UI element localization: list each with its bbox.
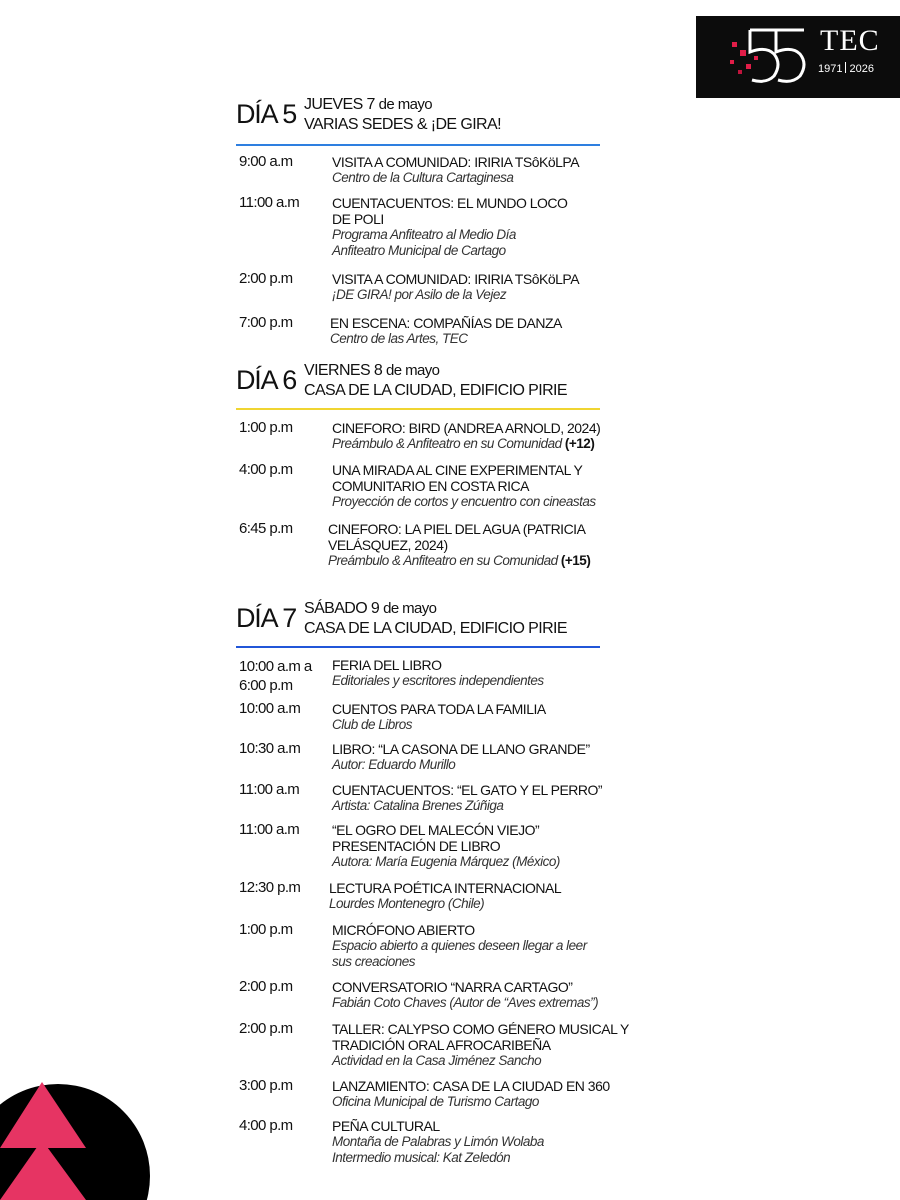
event-title: “EL OGRO DEL MALECÓN VIEJO” PRESENTACIÓN DE LIBRO [332, 822, 540, 854]
event-time: 12:30 p.m [239, 879, 301, 896]
day-date: VIERNES 8 de mayo [304, 362, 440, 379]
event-detail: Autora: María Eugenia Márquez (México) [332, 854, 560, 869]
event-title: MICRÓFONO ABIERTO [332, 922, 475, 938]
day-7-header [236, 600, 600, 646]
event-detail: Preámbulo & Anfiteatro en su Comunidad (+12) [332, 436, 595, 451]
logo-brand: TEC [820, 24, 880, 57]
event-title: FERIA DEL LIBRO [332, 657, 442, 673]
age-rating: (+12) [564, 436, 595, 451]
event-title: CONVERSATORIO “NARRA CARTAGO” [332, 979, 573, 995]
event-detail: Proyección de cortos y encuentro con cineastas [332, 494, 596, 509]
event-detail: Preámbulo & Anfiteatro en su Comunidad (+15) [328, 553, 591, 568]
event-time: 2:00 p.m [239, 978, 293, 995]
event-time: 10:00 a.m a 6:00 p.m [239, 658, 312, 694]
event-time: 10:30 a.m [239, 740, 301, 757]
event-detail: Intermedio musical: Kat Zeledón [332, 1150, 511, 1165]
event-detail: Autor: Eduardo Murillo [332, 757, 456, 772]
event-detail: Programa Anfiteatro al Medio Día [332, 227, 516, 242]
event-title: VISITA A COMUNIDAD: IRIRIA TSôKöLPA [332, 271, 580, 287]
event-time: 11:00 a.m [239, 194, 300, 211]
logo-years: 1971 2026 [818, 63, 874, 75]
day-5-divider [236, 144, 600, 146]
event-detail: Artista: Catalina Brenes Zúñiga [332, 798, 504, 813]
day-5-header [236, 96, 600, 142]
tec-55-logo [696, 16, 900, 98]
event-detail: ¡DE GIRA! por Asilo de la Vejez [332, 287, 507, 302]
day-venue: CASA DE LA CIUDAD, EDIFICIO PIRIE [304, 382, 567, 399]
event-title: LECTURA POÉTICA INTERNACIONAL [329, 880, 562, 896]
event-title: LIBRO: “LA CASONA DE LLANO GRANDE” [332, 741, 590, 757]
event-title: LANZAMIENTO: CASA DE LA CIUDAD EN 360 [332, 1078, 610, 1094]
event-title: CUENTACUENTOS: “EL GATO Y EL PERRO” [332, 782, 603, 798]
event-time: 6:45 p.m [239, 520, 293, 537]
day-date: SÁBADO 9 de mayo [304, 600, 437, 617]
event-time: 9:00 a.m [239, 153, 293, 170]
day-label: DÍA 6 [236, 365, 297, 395]
event-detail: Lourdes Montenegro (Chile) [329, 896, 485, 911]
event-time: 2:00 p.m [239, 1020, 293, 1037]
event-time: 7:00 p.m [239, 314, 293, 331]
event-detail: Montaña de Palabras y Limón Wolaba [332, 1134, 544, 1149]
day-7-divider [236, 646, 600, 648]
event-detail: Actividad en la Casa Jiménez Sancho [332, 1053, 542, 1068]
day-6-divider [236, 408, 600, 410]
event-time: 4:00 p.m [239, 461, 293, 478]
event-detail: Centro de las Artes, TEC [330, 331, 468, 346]
event-detail: Anfiteatro Municipal de Cartago [332, 243, 506, 258]
event-title: CUENTACUENTOS: EL MUNDO LOCO DE POLI [332, 195, 568, 227]
day-label: DÍA 7 [236, 603, 297, 633]
event-detail: Fabián Coto Chaves (Autor de “Aves extremas”) [332, 995, 599, 1010]
event-time: 1:00 p.m [239, 419, 293, 436]
event-title: VISITA A COMUNIDAD: IRIRIA TSôKöLPA [332, 154, 580, 170]
event-time: 11:00 a.m [239, 781, 300, 798]
day-venue: VARIAS SEDES & ¡DE GIRA! [304, 116, 501, 133]
event-detail: Oficina Municipal de Turismo Cartago [332, 1094, 539, 1109]
event-detail: Editoriales y escritores independientes [332, 673, 544, 688]
event-title: CINEFORO: LA PIEL DEL AGUA (PATRICIA VELÁSQUEZ, 2024) [328, 521, 585, 553]
anniversary-55-mark [726, 20, 808, 92]
event-time: 3:00 p.m [239, 1077, 293, 1094]
event-detail: Espacio abierto a quienes deseen llegar a leer sus creaciones [332, 938, 587, 969]
event-detail: Centro de la Cultura Cartaginesa [332, 170, 514, 185]
day-venue: CASA DE LA CIUDAD, EDIFICIO PIRIE [304, 620, 567, 637]
age-rating: (+15) [560, 553, 591, 568]
event-title: UNA MIRADA AL CINE EXPERIMENTAL Y COMUNITARIO EN COSTA RICA [332, 462, 583, 494]
event-title: CUENTOS PARA TODA LA FAMILIA [332, 701, 546, 717]
corner-triangles-graphic [0, 1068, 150, 1200]
event-time: 4:00 p.m [239, 1117, 293, 1134]
event-title: TALLER: CALYPSO COMO GÉNERO MUSICAL Y TRADICIÓN ORAL AFROCARIBEÑA [332, 1021, 629, 1053]
event-title: PEÑA CULTURAL [332, 1118, 440, 1134]
event-time: 2:00 p.m [239, 270, 293, 287]
day-6-header [236, 362, 600, 408]
event-time: 10:00 a.m [239, 700, 301, 717]
day-label: DÍA 5 [236, 99, 297, 129]
event-detail: Club de Libros [332, 717, 413, 732]
event-time: 11:00 a.m [239, 821, 300, 838]
day-date: JUEVES 7 de mayo [304, 96, 432, 113]
event-time: 1:00 p.m [239, 921, 293, 938]
event-title: EN ESCENA: COMPAÑÍAS DE DANZA [330, 315, 562, 331]
event-title: CINEFORO: BIRD (ANDREA ARNOLD, 2024) [332, 420, 601, 436]
